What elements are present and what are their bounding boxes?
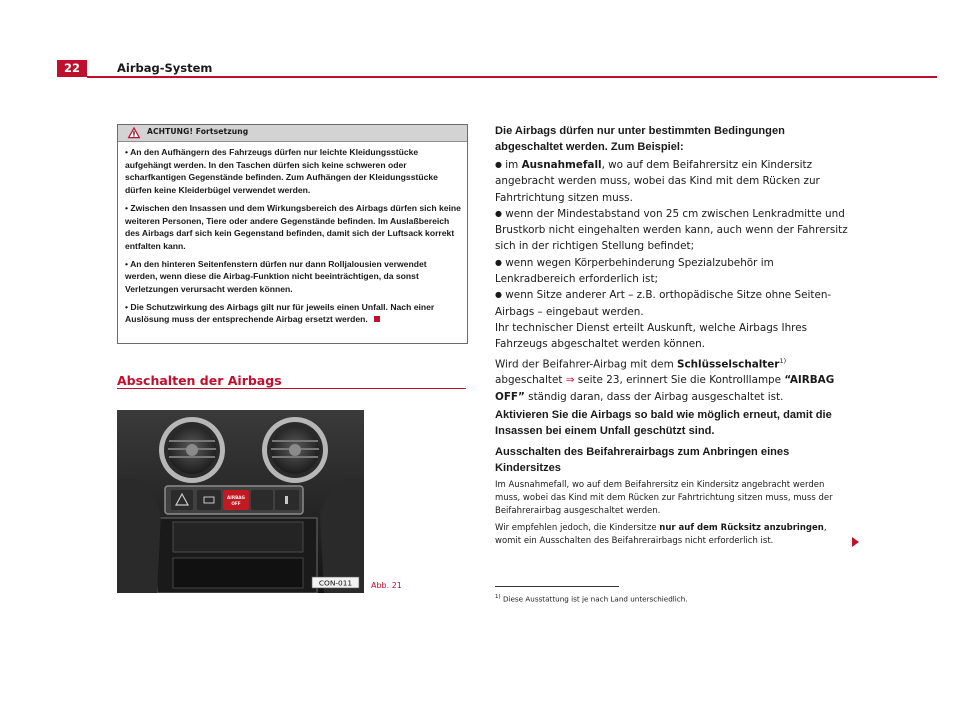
recommendation-text [495, 522, 850, 548]
bullet-text: wenn wegen Körperbehinderung Spezialzubehör im Lenkradbereich erforderlich ist; [495, 256, 774, 286]
bullet-text: wenn Sitze anderer Art – z.B. orthopädische Sitze ohne Seiten-Airbags – eingebaut werden. [495, 289, 832, 318]
inline-bold: nur auf dem Rücksitz anzubringen [659, 522, 824, 533]
seat-heating-button [275, 490, 299, 510]
heated-window-button [197, 490, 221, 510]
footnote [495, 594, 688, 603]
bullet-icon: ● [495, 290, 502, 300]
bullet-distance [495, 206, 850, 255]
inline-text: Wir empfehlen jedoch, die Kindersitze [495, 522, 660, 533]
conditions-heading: Die Airbags dürfen nur unter bestimmten Bedingungen abgeschaltet werden. Zum Beispiel: [495, 125, 785, 153]
inline-text: seite 23, erinnert Sie die Kontrolllampe [574, 374, 785, 387]
section-title: Abschalten der Airbags [117, 373, 282, 388]
footnote-rule [495, 586, 619, 587]
hazard-button [171, 490, 193, 510]
service-info: Ihr technischer Dienst erteilt Auskunft, welche Airbags Ihres Fahrzeugs abgeschaltet werden können. [495, 321, 808, 351]
child-seat-heading: Ausschalten des Beifahrerairbags zum Anbringen eines Kindersitzes [495, 445, 790, 474]
inline-text: ständig daran, dass der Airbag ausgeschaltet ist. [524, 390, 784, 403]
figure-caption: Abb. 21 [371, 581, 402, 590]
blank-switch [251, 490, 273, 510]
bullet-disability [495, 255, 850, 288]
inline-bold: Schlüsselschalter [677, 358, 780, 371]
section-rule [117, 388, 466, 389]
key-switch-paragraph [495, 353, 850, 405]
warning-body [118, 142, 467, 326]
reactivate-notice: Aktivieren Sie die Airbags so bald wie möglich erneut, damit die Insassen bei einem Unfall geschützt sind. [495, 408, 832, 437]
bullet-icon: ● [495, 160, 502, 169]
bullet-exception [495, 157, 850, 206]
chapter-title: Airbag-System [117, 61, 213, 75]
inline-text: , womit ein Ausschalten des Beifahrerairbags nicht erforderlich ist. [495, 522, 827, 546]
footnote-text: Diese Ausstattung ist je nach Land unterschiedlich. [500, 594, 688, 604]
warning-item: • Zwischen den Insassen und dem Wirkungsbereich des Airbags dürfen sich keine weiteren Personen, Tiere oder andere Gegenstände befinden. Im Auslaßbereich des Airbags darf sich kein Gegenstand befinden, damit sich der Luftsack korrekt entfalten kann. [125, 202, 461, 251]
airbag-lamp-label-line2: OFF [231, 501, 241, 506]
bullet-text: wenn der Mindestabstand von 25 cm zwischen Lenkradmitte und Brustkorb nicht eingehalten werden kann, auch wenn der Fahrersitz sich in der richtigen Stellung befindet; [495, 207, 848, 253]
right-air-vent [262, 417, 328, 483]
end-marker-icon [374, 316, 380, 322]
dashboard-photo [117, 410, 364, 593]
airbag-off-lamp [223, 490, 249, 510]
exception-small-text: Im Ausnahmefall, wo auf dem Beifahrersitz ein Kindersitz angebracht werden muss, wobei das Kind mit dem Rücken zur Fahrtrichtung sitzen muss, muss der Beifahrerairbag ausgeschaltet werden. [495, 479, 833, 517]
airbag-lamp-label-line1: AIRBAG [227, 495, 245, 500]
left-air-vent [159, 417, 225, 483]
footnote-marker: 1) [495, 594, 501, 600]
bullet-bold: Ausnahmefall [521, 159, 602, 171]
inline-text: abgeschaltet [495, 374, 566, 387]
bullet-seats [495, 287, 850, 320]
continue-arrow-icon [852, 537, 859, 547]
warning-heading: ACHTUNG! Fortsetzung [147, 127, 249, 136]
footnote-ref: 1) [779, 356, 787, 365]
inline-bold: “AIRBAG OFF” [495, 374, 835, 403]
warning-triangle-icon [127, 126, 141, 139]
dashboard-illustration [117, 410, 364, 593]
right-column [495, 123, 850, 548]
page-reference-arrow-icon[interactable]: ⇒ [565, 374, 575, 387]
figure-code: CON-011 [318, 578, 353, 588]
warning-item [125, 301, 461, 326]
header-rule [87, 76, 937, 78]
page-number: 22 [57, 60, 87, 77]
warning-item: • An den hinteren Seitenfenstern dürfen nur dann Rolljalousien verwendet werden, wenn diese die Airbag-Funktion nicht beeinträchtigen, da sonst Verletzungen verursacht werden können. [125, 258, 427, 295]
bullet-icon: ● [495, 208, 502, 218]
warning-header [118, 125, 467, 142]
bullet-text: im [505, 159, 522, 171]
bullet-text: , wo auf dem Beifahrersitz ein Kindersitz angebracht werden muss, wobei das Kind mit dem Rücken zur Fahrtrichtung sitzen muss. [495, 159, 820, 204]
inline-text: Wird der Beifahrer-Airbag mit dem [495, 358, 677, 371]
warning-item: • An den Aufhängern des Fahrzeugs dürfen nur leichte Kleidungsstücke aufgehängt werden. In den Taschen dürfen sich keine schweren oder scharfkantigen Gegenstände befinden. Zum Aufhängen der Kleidungsstücke dürfen keine Kleiderbügel verwendet werden. [125, 147, 438, 196]
warning-box [117, 124, 468, 344]
bullet-icon: ● [495, 257, 502, 267]
warning-item-text: • Die Schutzwirkung des Airbags gilt nur für jeweils einen Unfall. Nach einer Auslösung muss der entsprechende Airbag ersetzt werden. [125, 301, 435, 325]
